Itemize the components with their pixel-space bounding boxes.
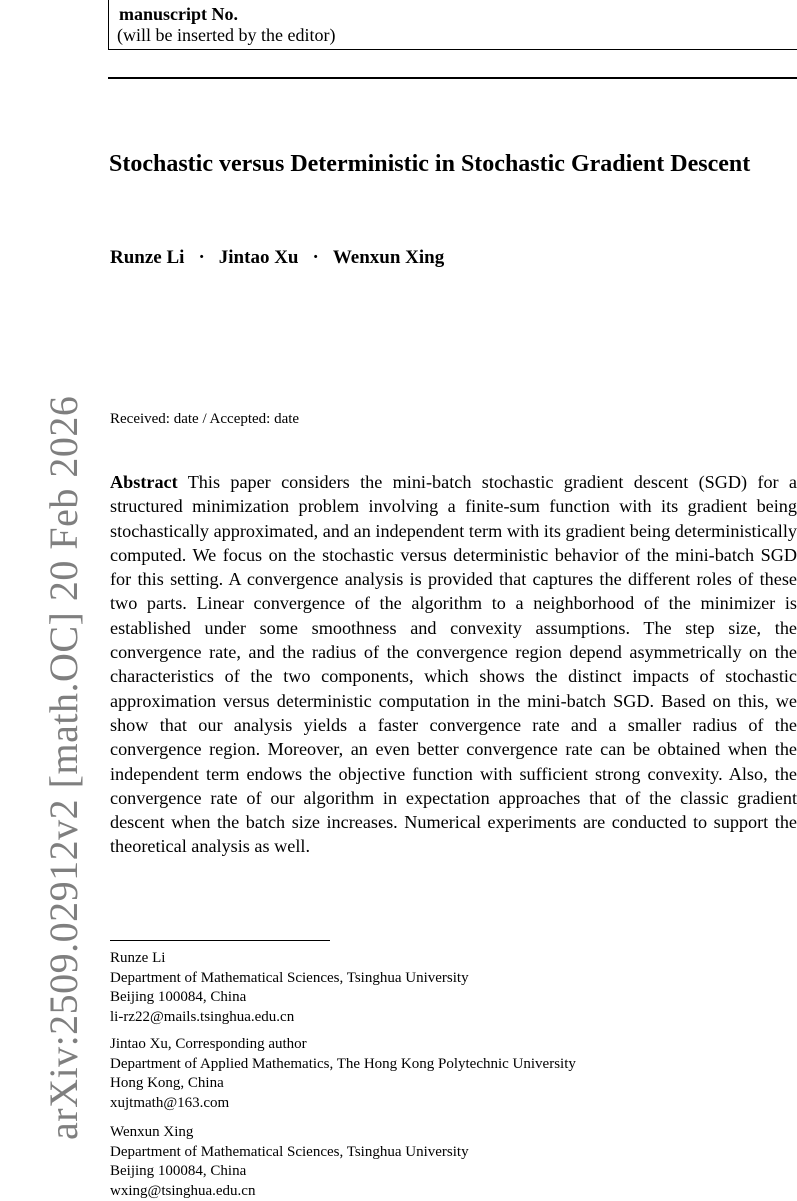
affiliation-name: Wenxun Xing [110,1123,790,1143]
arxiv-identifier-stamp: arXiv:2509.02912v2 [math.OC] 20 Feb 2026 [40,396,87,1140]
header-rule [108,77,797,79]
affiliation-city: Hong Kong, China [110,1074,790,1094]
affiliation-department: Department of Mathematical Sciences, Tsinghua University [110,1143,790,1163]
author-separator: · [198,247,204,268]
abstract-text: This paper considers the mini-batch stochastic gradient descent (SGD) for a structured minimization problem involving a finite-sum function with its gradient being stochastically approximated, and an independent term with its gradient being deterministically computed. We focus on the stochastic versus deterministic behavior of the mini-batch SGD for this setting. A convergence analysis is provided that captures the different roles of these two parts. Linear convergence of the algorithm to a neighborhood of the minimizer is established under some smoothness and convexity assumptions. The step size, the convergence rate, and the radius of the convergence region depend asymmetrically on the characteristics of the two components, which shows the distinct impacts of stochastic approximation versus deterministic computation in the mini-batch SGD. Based on this, we show that our analysis yields a faster convergence rate and a smaller radius of the convergence region. Moreover, an even better convergence rate can be obtained when the independent term endows the objective function with sufficient strong convexity. Also, the convergence rate of our algorithm in expectation approaches that of the classic gradient descent when the batch size increases. Numerical experiments are conducted to support the theoretical analysis as well. [110,472,797,856]
affiliation-city: Beijing 100084, China [110,988,790,1008]
affiliation-department: Department of Applied Mathematics, The Hong Kong Polytechnic University [110,1055,790,1075]
affiliation-city: Beijing 100084, China [110,1162,790,1182]
abstract-label: Abstract [110,472,178,492]
author-name: Wenxun Xing [333,247,444,268]
author-separator: · [313,247,319,268]
affiliation-name: Runze Li [110,949,790,969]
affiliation-department: Department of Mathematical Sciences, Tsinghua University [110,969,790,989]
affiliation-name: Jintao Xu, Corresponding author [110,1035,790,1055]
received-accepted-line: Received: date / Accepted: date [110,411,299,428]
affiliation-block [110,1123,790,1201]
affiliation-email: wxing@tsinghua.edu.cn [110,1182,790,1201]
author-list [110,247,444,269]
author-name: Jintao Xu [219,247,299,268]
manuscript-editor-note: (will be inserted by the editor) [117,24,797,46]
author-name: Runze Li [110,247,184,268]
affiliation-email: li-rz22@mails.tsinghua.edu.cn [110,1008,790,1028]
affiliation-block [110,949,790,1027]
footnote-rule [110,940,330,941]
abstract [110,470,797,859]
paper-title: Stochastic versus Deterministic in Stochastic Gradient Descent [109,149,779,179]
manuscript-box [108,0,797,50]
affiliation-email: xujtmath@163.com [110,1094,790,1114]
affiliation-block [110,1035,790,1113]
manuscript-number-label: manuscript No. [119,4,797,24]
